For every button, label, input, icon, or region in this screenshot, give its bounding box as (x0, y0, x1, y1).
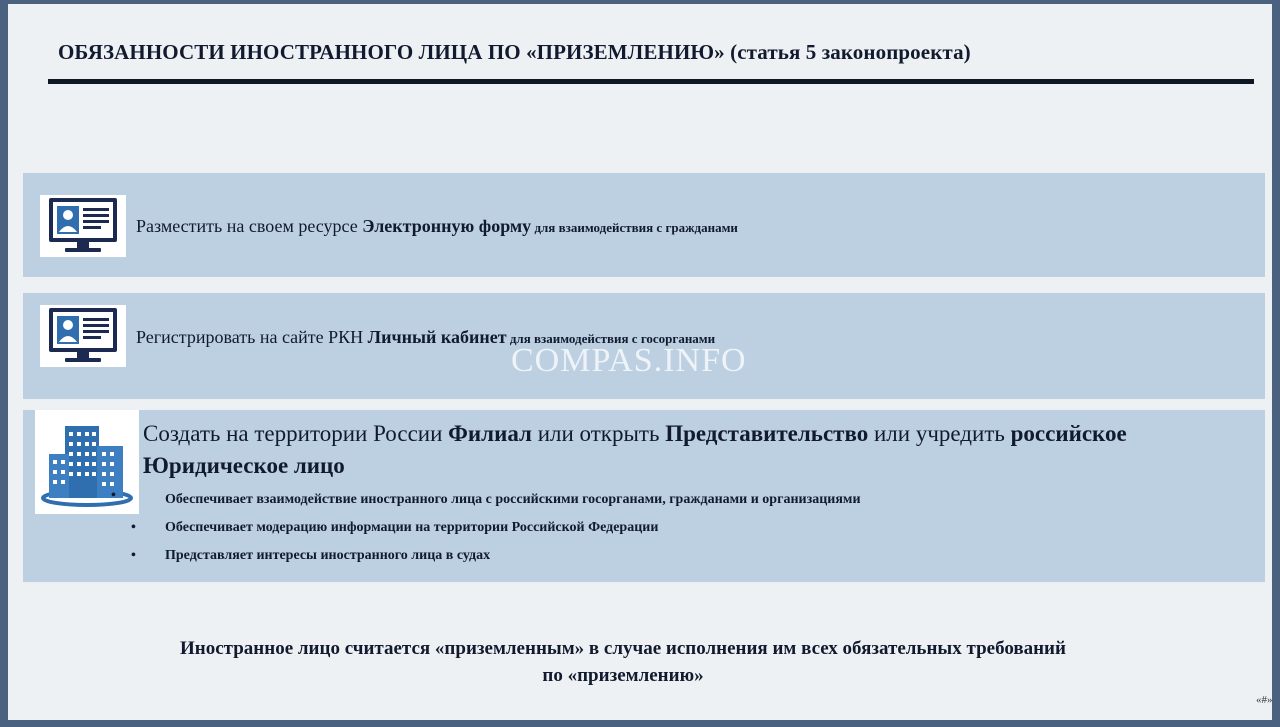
text-small: для взаимодействия с гражданами (531, 220, 738, 235)
slide (8, 4, 1272, 720)
bullet-icon: • (131, 548, 136, 563)
bullet-icon: • (111, 488, 116, 503)
branch-heading (143, 418, 1243, 482)
text-bold: Личный кабинет (367, 327, 507, 347)
list-item (123, 518, 861, 546)
branch-bullet-list (111, 488, 861, 574)
text-bold: Филиал (448, 421, 532, 446)
bullet-text: Обеспечивает взаимодействие иностранного лица с российскими госорганами, гражданами и организациями (165, 492, 861, 507)
footer-note (8, 635, 1238, 689)
bullet-icon: • (131, 520, 136, 535)
text-plain: Разместить на своем ресурсе (136, 216, 363, 236)
requirement-text (136, 216, 738, 237)
page-number: «#» (1256, 694, 1272, 706)
title-divider (48, 79, 1254, 84)
title-subtitle: (статья 5 законопроекта) (730, 40, 971, 64)
bullet-text: Обеспечивает модерацию информации на территории Российской Федерации (165, 520, 659, 535)
watermark: COMPAS.INFO (511, 342, 747, 379)
text-plain: или учредить (868, 421, 1011, 446)
text-plain: Регистрировать на сайте РКН (136, 327, 368, 347)
list-item (111, 488, 861, 518)
computer-profile-icon (40, 195, 126, 257)
text-bold: Электронную форму (362, 216, 532, 236)
text-plain: или открыть (531, 421, 666, 446)
requirement-card-electronic-form (23, 173, 1265, 277)
footer-line: Иностранное лицо считается «приземленным» в случае исполнения им всех обязательных требований (180, 638, 1066, 659)
text-small: для взаимодействия с госорганами (506, 331, 716, 346)
bullet-text: Представляет интересы иностранного лица в судах (165, 548, 491, 563)
computer-profile-icon (40, 305, 126, 367)
requirement-card-branch (23, 410, 1265, 582)
page-title (58, 40, 971, 65)
footer-line: по «приземлению» (542, 665, 704, 686)
title-main: ОБЯЗАННОСТИ ИНОСТРАННОГО ЛИЦА ПО «ПРИЗЕМЛЕНИЮ» (58, 40, 725, 64)
text-bold: российское Юридическое лицо (143, 421, 1127, 478)
list-item (123, 546, 861, 574)
text-bold: Представительство (665, 421, 869, 446)
text-plain: Создать на территории России (143, 421, 449, 446)
